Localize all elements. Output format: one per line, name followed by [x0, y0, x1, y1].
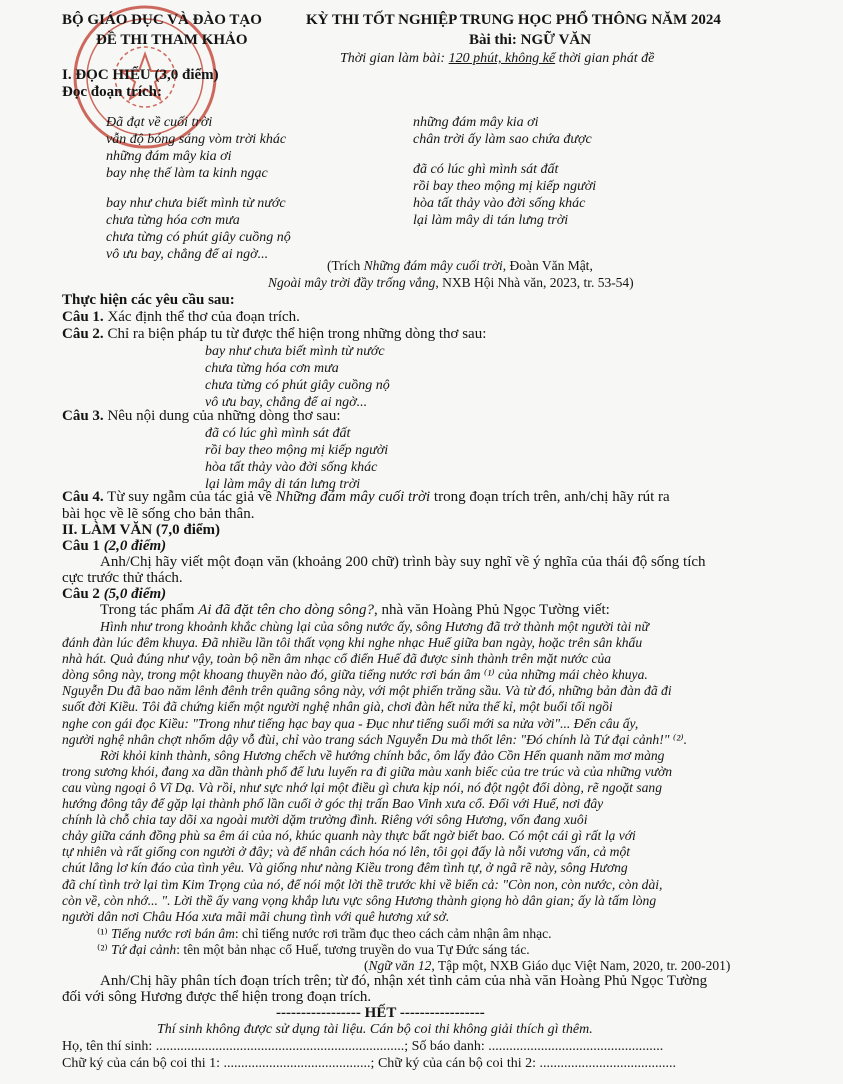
essay-question-1-heading: [62, 538, 166, 555]
exam-note: Thí sinh không được sử dụng tài liệu. Cán bộ coi thi không giải thích gì thêm.: [157, 1022, 593, 1037]
time-prefix: Thời gian làm bài:: [340, 51, 449, 66]
poem-line: vẫn độ bóng sáng vòm trời khác: [106, 132, 287, 147]
subject-title: Bài thi: NGỮ VĂN: [469, 32, 592, 48]
intro-text: Trong tác phẩm: [100, 602, 199, 618]
excerpt-line: chảy giữa cánh đồng phù sa êm ái của nó, khúc quanh này thực bất ngờ biết bao. Có một cái gì rất lạ với: [62, 828, 636, 844]
poem-line: chưa từng hóa cơn mưa: [106, 213, 240, 228]
question-3-quote: [205, 425, 388, 493]
excerpt-line: chính là chỗ chia tay dõi xa ngoài mười dặm trường đình. Riêng với sông Hương, vốn đang xuôi: [62, 812, 588, 828]
excerpt-line: người dân nơi Châu Hóa xưa mãi mãi chung tình với quê hương xứ sở.: [62, 908, 450, 924]
footnote-2: [97, 942, 530, 957]
footnote-marker: ⁽²⁾: [97, 942, 112, 957]
footnote-text: : chỉ tiếng nước rơi trầm đục theo cách cảm nhận âm nhạc.: [234, 926, 552, 941]
poem-line: đã có lúc ghì mình sát đất: [413, 162, 559, 177]
footnote-1: [97, 926, 551, 941]
excerpt-line: chút lẳng lơ kín đáo của tình yêu. Và giống như nàng Kiều trong đêm tình tự, ở ngã rẽ này, sông Hương: [62, 860, 628, 876]
poem-line: những đám mây kia ơi: [413, 115, 539, 130]
citation-text: , Đoàn Văn Mật,: [502, 258, 593, 273]
poem-left: [106, 114, 291, 263]
question-text: Chỉ ra biện pháp tu từ được thể hiện trong những dòng thơ sau:: [103, 326, 487, 342]
question-label: Câu 2: [62, 586, 100, 602]
proctor-signature-line: Chữ ký của cán bộ coi thi 1: ..........................................; Chữ ký của cán bộ coi thi 2: .......................................: [62, 1056, 676, 1071]
question-label: Câu 1: [62, 538, 100, 554]
question-2: [62, 326, 486, 343]
citation-work-title: Những đám mây cuối trời: [363, 258, 503, 273]
essay-question-2-heading: [62, 586, 166, 603]
poem-line: bay nhẹ thế làm ta kinh ngạc: [106, 166, 268, 181]
question-2-quote: [205, 343, 390, 411]
question-text: Xác định thể thơ của đoạn trích.: [103, 309, 300, 325]
excerpt-line: nhà hát. Quả đúng như vậy, toàn bộ nền âm nhạc cổ điển Huế đã được sinh thành trên mặt nước của: [62, 651, 612, 667]
quote-line: lại làm mây di tán lưng trời: [205, 477, 361, 492]
exam-type: ĐỀ THI THAM KHẢO: [96, 32, 248, 48]
question-label: Câu 4.: [62, 489, 104, 505]
essay-question-1-text: Anh/Chị hãy viết một đoạn văn (khoảng 200 chữ) trình bày suy nghĩ về ý nghĩa của thái độ sống tích: [100, 554, 706, 570]
poem-line: chân trời ấy làm sao chứa được: [413, 132, 592, 147]
ministry-name: BỘ GIÁO DỤC VÀ ĐÀO TẠO: [62, 12, 262, 28]
poem-line: lại làm mây di tán lưng trời: [413, 213, 569, 228]
question-work-title: Những đám mây cuối trời: [275, 489, 431, 505]
poem-citation-line2: [268, 275, 634, 290]
citation-text: (Trích: [327, 258, 364, 273]
poem-right: [413, 114, 596, 229]
essay-task-cont: đối với sông Hương được thể hiện trong đoạn trích.: [62, 989, 372, 1005]
essay-task: Anh/Chị hãy phân tích đoạn trích trên; từ đó, nhận xét tình cảm của nhà văn Hoàng Phủ Ngọc Tường: [100, 973, 708, 989]
part1-heading: I. ĐỌC HIỂU (3,0 điểm): [62, 67, 219, 83]
poem-line: hòa tất thảy vào đời sống khác: [413, 196, 586, 211]
question-label: Câu 3.: [62, 408, 104, 424]
poem-line: rồi bay theo mộng mị kiếp người: [413, 179, 597, 194]
quote-line: bay như chưa biết mình từ nước: [205, 344, 385, 359]
quote-line: hòa tất thảy vào đời sống khác: [205, 460, 378, 475]
question-points: (2,0 điểm): [99, 538, 167, 554]
poem-citation-line1: [327, 258, 593, 273]
tasks-heading: Thực hiện các yêu cầu sau:: [62, 292, 235, 308]
quote-line: đã có lúc ghì mình sát đất: [205, 426, 351, 441]
excerpt-line: còn về, còn nhớ... ". Lời thề ấy vang vọng khắp lưu vực sông Hương thành giọng hò dân gian; ấy là tấm lòng: [62, 892, 657, 908]
question-text: Nêu nội dung của những dòng thơ sau:: [103, 408, 341, 424]
excerpt-line: Nguyễn Du đã bao năm lênh đênh trên quãng sông này, với một phiến trăng sầu. Và từ đó, những bản đàn đã đi: [62, 683, 672, 699]
excerpt-line: dòng sông này, trong một khoang thuyền nào đó, giữa tiếng nước rơi bán âm ⁽¹⁾ của những mái chèo khuya.: [62, 667, 648, 683]
question-points: (5,0 điểm): [99, 586, 167, 602]
excerpt-line: cau vùng ngoại ô Vĩ Dạ. Và rồi, như sực nhớ lại một điều gì chưa kịp nói, nó đột ngột đổi dòng, rẽ ngoặt sang: [62, 779, 663, 795]
source-text: (: [364, 958, 369, 973]
question-label: Câu 1.: [62, 309, 104, 325]
part2-heading: II. LÀM VĂN (7,0 điểm): [62, 522, 221, 538]
excerpt-source: [364, 958, 730, 973]
excerpt-line: suốt đời Kiều. Tôi đã chứng kiến một người nghệ nhân già, chơi đàn hết nửa thế kỉ, một buổi tối ngồi: [62, 699, 613, 715]
poem-line: chưa từng có phút giây cuồng nộ: [106, 230, 291, 245]
footnote-term: Tứ đại cảnh: [111, 942, 177, 957]
question-3: [62, 408, 341, 425]
poem-stanza-gap: [413, 148, 596, 161]
footnote-term: Tiếng nước rơi bán âm: [111, 926, 235, 941]
poem-line: những đám mây kia ơi: [106, 149, 232, 164]
excerpt-line: hướng đông tây để gặp lại thành phố lần cuối ở góc thị trấn Bao Vinh xưa cổ. Đối với Huế, nơi đây: [62, 796, 604, 812]
time-allowed: [340, 51, 654, 67]
source-book-title: Ngữ văn 12: [368, 958, 432, 973]
quote-line: vô ưu bay, chẳng để ai ngờ...: [205, 395, 368, 410]
candidate-info-line: Họ, tên thí sinh: .......................................................................; Số báo danh: ..................................................: [62, 1039, 664, 1054]
essay-question-1-text-cont: cực trước thử thách.: [62, 570, 183, 586]
question-4: [62, 489, 670, 506]
question-1: [62, 309, 300, 326]
question-text: trong đoạn trích trên, anh/chị hãy rút ra: [430, 489, 670, 505]
poem-stanza-gap: [106, 182, 291, 195]
excerpt-line: đã chí tình trở lại tìm Kim Trọng của nó, để nói một lời thề trước khi về biển cả: "Còn non, còn nước, còn dài,: [62, 876, 663, 892]
excerpt-line: trong sương khói, đang xa dần thành phố để lưu luyến ra đi giữa màu xanh biếc của tre trúc và của những vườn: [62, 763, 673, 779]
excerpt-line: nghe con gái đọc Kiều: "Trong như tiếng hạc bay qua - Đục như tiếng suối mới sa nửa vời"... Đến câu ấy,: [62, 715, 639, 731]
excerpt-line: đánh đàn lúc đêm khuya. Đã nhiều lần tôi thất vọng khi nghe nhạc Huế giữa ban ngày, hoặc trên sân khấu: [62, 635, 643, 651]
time-suffix: thời gian phát đề: [555, 51, 655, 66]
end-of-exam-mark: ----------------- HẾT -----------------: [276, 1005, 485, 1021]
question-4-cont: bài học về lẽ sống cho bản thân.: [62, 506, 255, 522]
poem-line: bay như chưa biết mình từ nước: [106, 196, 286, 211]
quote-line: chưa từng hóa cơn mưa: [205, 361, 339, 376]
poem-line: Đã đạt về cuối trời: [106, 115, 213, 130]
footnote-marker: ⁽¹⁾: [97, 926, 112, 941]
excerpt-line: người nghệ nhân chợt nhổm dậy vỗ đùi, chỉ vào trang sách Nguyễn Du mà thốt lên: "Đó chính là Tứ đại cảnh!" ⁽²⁾.: [62, 731, 688, 747]
footnote-text: : tên một bản nhạc cổ Huế, tương truyền do vua Tự Đức sáng tác.: [176, 942, 530, 957]
question-label: Câu 2.: [62, 326, 104, 342]
question-text: Từ suy ngẫm của tác giả về: [103, 489, 276, 505]
excerpt-line: Hình như trong khoảnh khắc chùng lại của sông nước ấy, sông Hương đã trở thành một người tài nữ: [100, 619, 649, 634]
poem-line: vô ưu bay, chẳng để ai ngờ...: [106, 247, 269, 262]
citation-book-title: Ngoài mây trời đầy trống vắng: [268, 275, 436, 290]
intro-work-title: Ai đã đặt tên cho dòng sông?: [198, 602, 375, 618]
time-underlined: 120 phút, không kể: [448, 51, 556, 66]
intro-text: , nhà văn Hoàng Phủ Ngọc Tường viết:: [374, 602, 610, 618]
read-label: Đọc đoạn trích:: [62, 84, 162, 100]
quote-line: rồi bay theo mộng mị kiếp người: [205, 443, 389, 458]
exam-title: KỲ THI TỐT NGHIỆP TRUNG HỌC PHỔ THÔNG NĂM 2024: [306, 12, 721, 28]
excerpt-line: Rời khỏi kinh thành, sông Hương chếch về hướng chính bắc, ôm lấy đảo Cồn Hến quanh năm mơ màng: [100, 747, 665, 763]
source-text: , Tập một, NXB Giáo dục Việt Nam, 2020, tr. 200-201): [431, 958, 731, 973]
citation-text: , NXB Hội Nhà văn, 2023, tr. 53-54): [435, 275, 634, 290]
excerpt-line: tự nhiên và rất giống con người ở đây; và để nhân cách hóa nó lên, tôi gọi đấy là nỗi vương vấn, cả một: [62, 844, 631, 860]
essay-question-2-intro: [100, 602, 610, 619]
prose-excerpt: [62, 619, 687, 925]
quote-line: chưa từng có phút giây cuồng nộ: [205, 378, 390, 393]
